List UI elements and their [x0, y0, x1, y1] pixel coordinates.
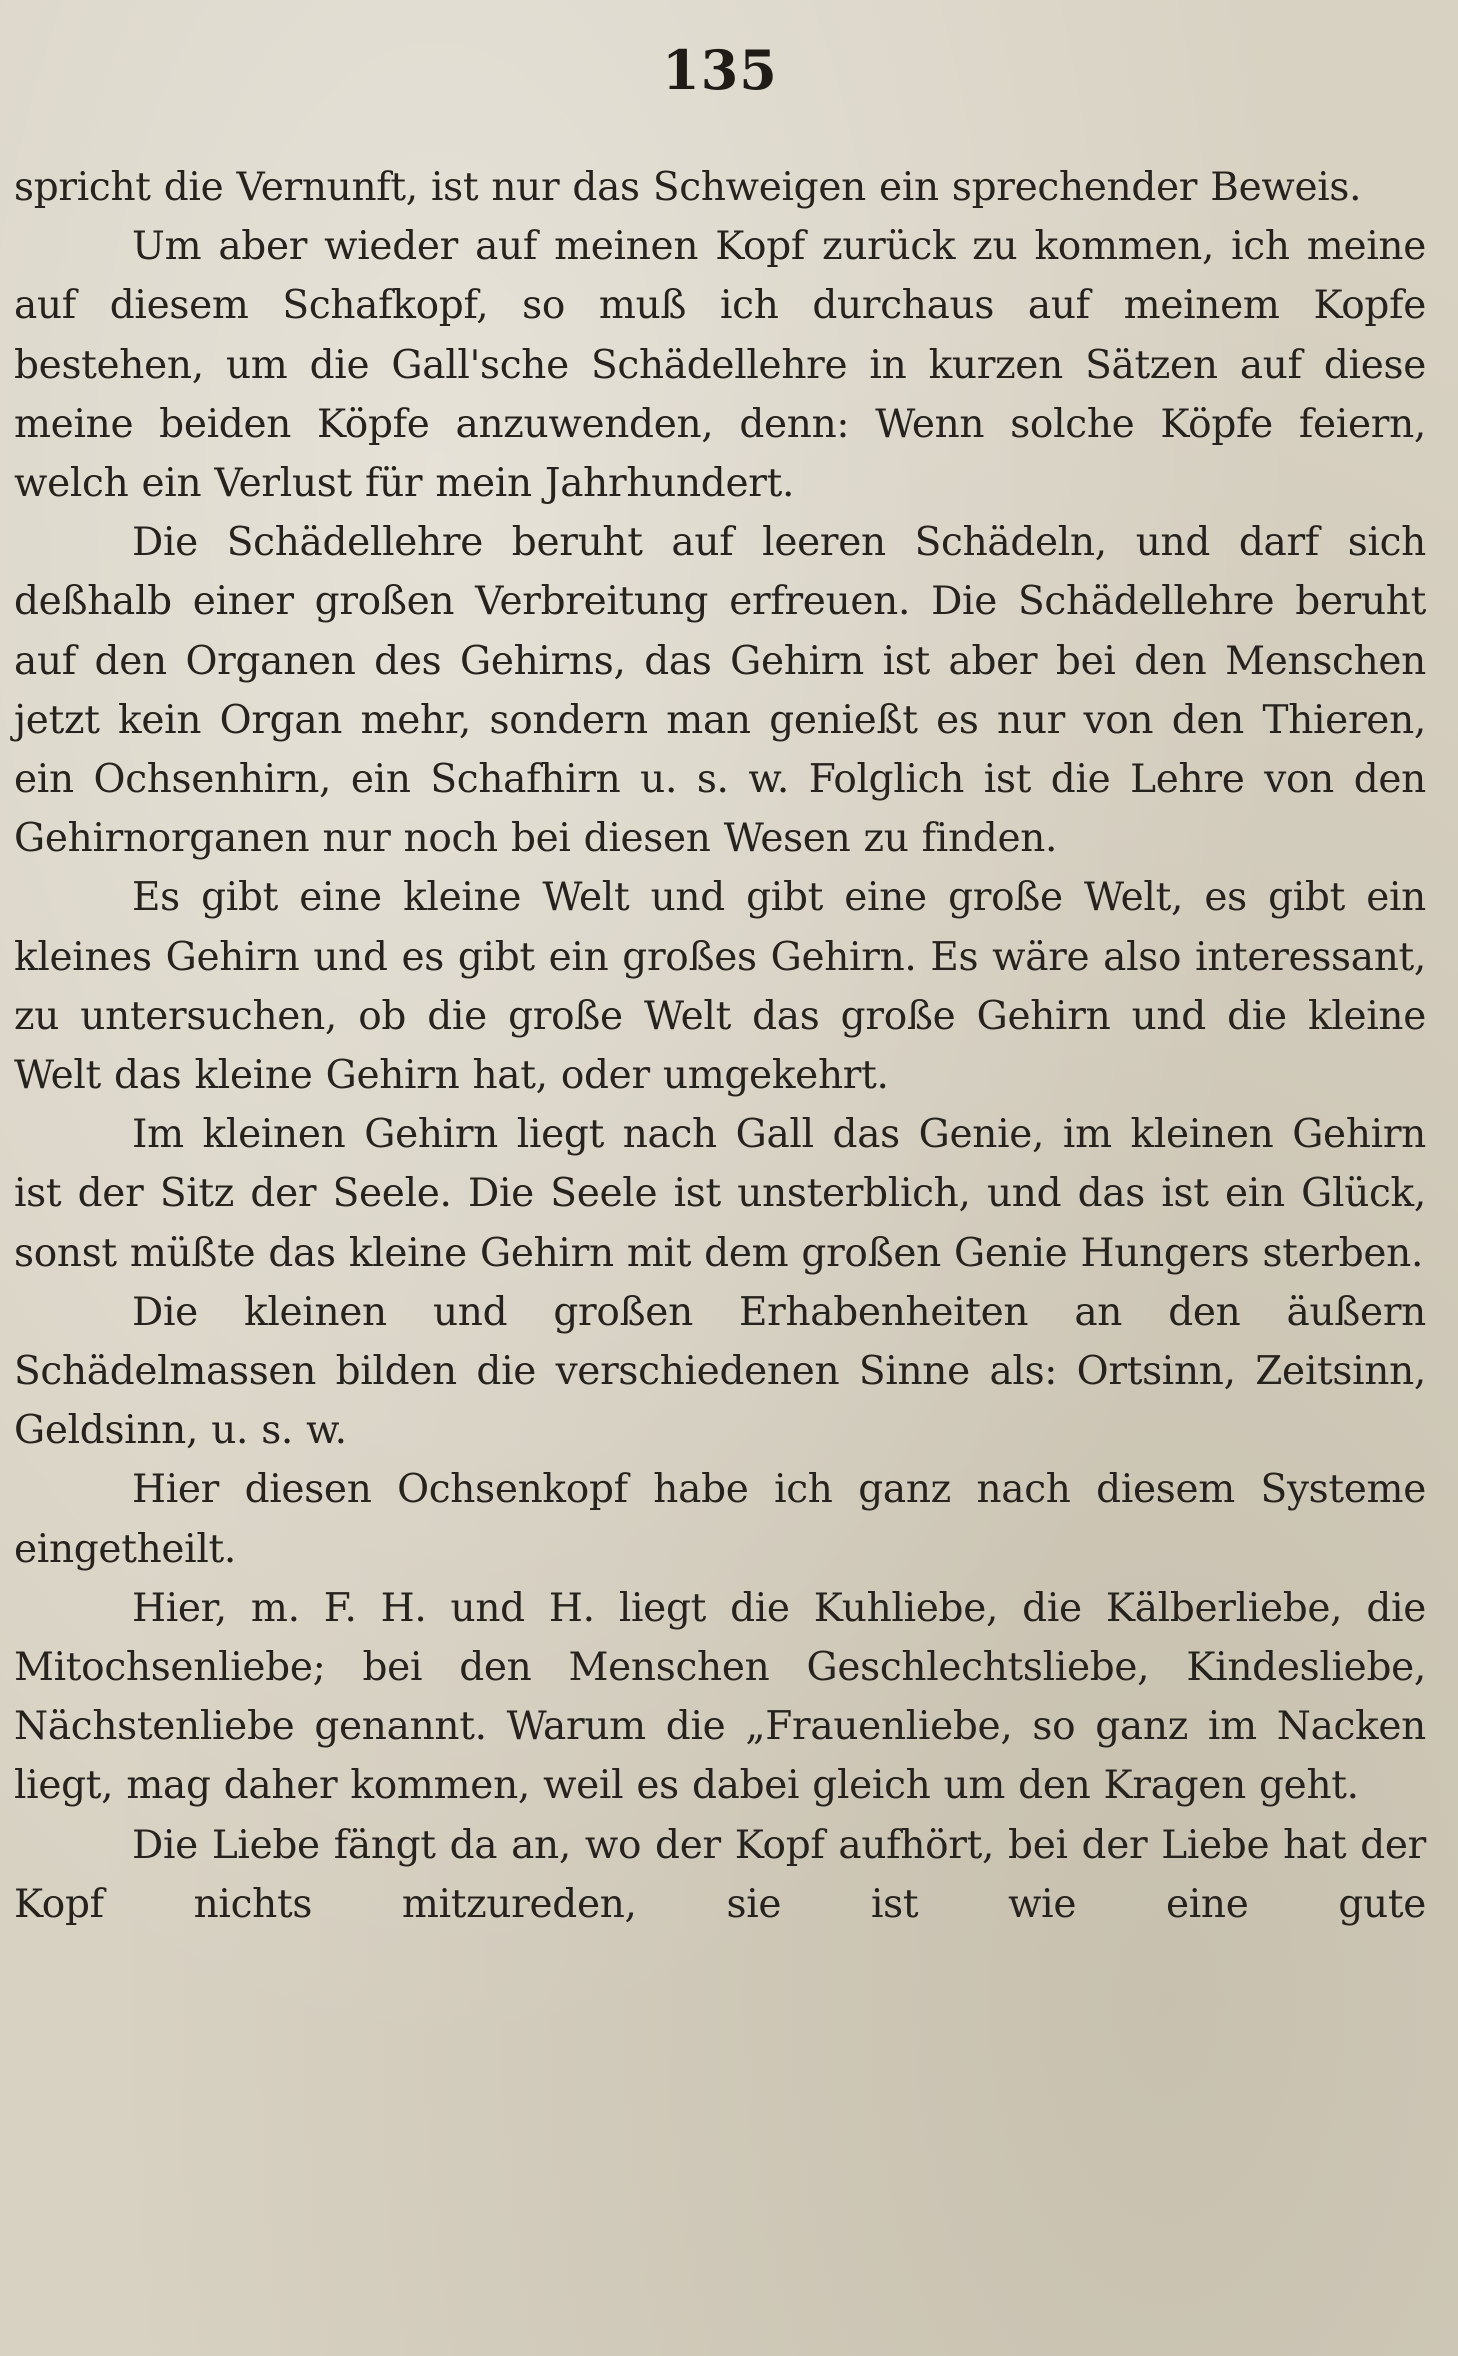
- paragraph-4: Es gibt eine kleine Welt und gibt eine große Welt, es gibt ein kleines Gehirn und es gibt ein großes Gehirn. Es wäre also interessant, zu untersuchen, ob die große Welt das große Gehirn und die kleine Welt das kleine Gehirn hat, oder umgekehrt.: [14, 875, 1426, 1099]
- page-number: 135: [662, 38, 778, 102]
- paragraph-2: Um aber wieder auf meinen Kopf zurück zu kommen, ich meine auf diesem Schafkopf, so muß ich durchaus auf meinem Kopfe bestehen, um die Gall'sche Schädellehre in kurzen Sätzen auf diese meine beiden Köpfe anzuwenden, denn: Wenn solche Köpfe feiern, welch ein Verlust für mein Jahrhundert.: [14, 224, 1426, 507]
- paragraph-9: Die Liebe fängt da an, wo der Kopf aufhört, bei der Liebe hat der Kopf nichts mitzureden, sie ist wie eine gute: [14, 1822, 1426, 1927]
- paragraph-5: Im kleinen Gehirn liegt nach Gall das Genie, im kleinen Gehirn ist der Sitz der Seele. Die Seele ist unsterblich, und das ist ein Glück, sonst müßte das kleine Gehirn mit dem großen Genie Hungers sterben.: [14, 1112, 1426, 1276]
- paragraph-7: Hier diesen Ochsenkopf habe ich ganz nach diesem Systeme eingetheilt.: [14, 1467, 1426, 1572]
- paragraph-1: spricht die Vernunft, ist nur das Schweigen ein sprechender Beweis.: [14, 165, 1362, 210]
- paragraph-8: Hier, m. F. H. und H. liegt die Kuhliebe, die Kälberliebe, die Mitochsenliebe; bei den Menschen Geschlechtsliebe, Kindesliebe, Nächstenliebe genannt. Warum die „Frauenliebe, so ganz im Nacken liegt, mag daher kommen, weil es dabei gleich um den Kragen geht.: [14, 1585, 1426, 1809]
- body-text: [14, 158, 1426, 1934]
- paragraph-3: Die Schädellehre beruht auf leeren Schädeln, und darf sich deßhalb einer großen Verbreitung erfreuen. Die Schädellehre beruht auf den Organen des Gehirns, das Gehirn ist aber bei den Menschen jetzt kein Organ mehr, sondern man genießt es nur von den Thieren, ein Ochsenhirn, ein Schafhirn u. s. w. Folglich ist die Lehre von den Gehirnorganen nur noch bei diesen Wesen zu finden.: [14, 520, 1426, 862]
- paragraph-6: Die kleinen und großen Erhabenheiten an den äußern Schädelmassen bilden die verschiedenen Sinne als: Ortsinn, Zeitsinn, Geldsinn, u. s. w.: [14, 1289, 1426, 1454]
